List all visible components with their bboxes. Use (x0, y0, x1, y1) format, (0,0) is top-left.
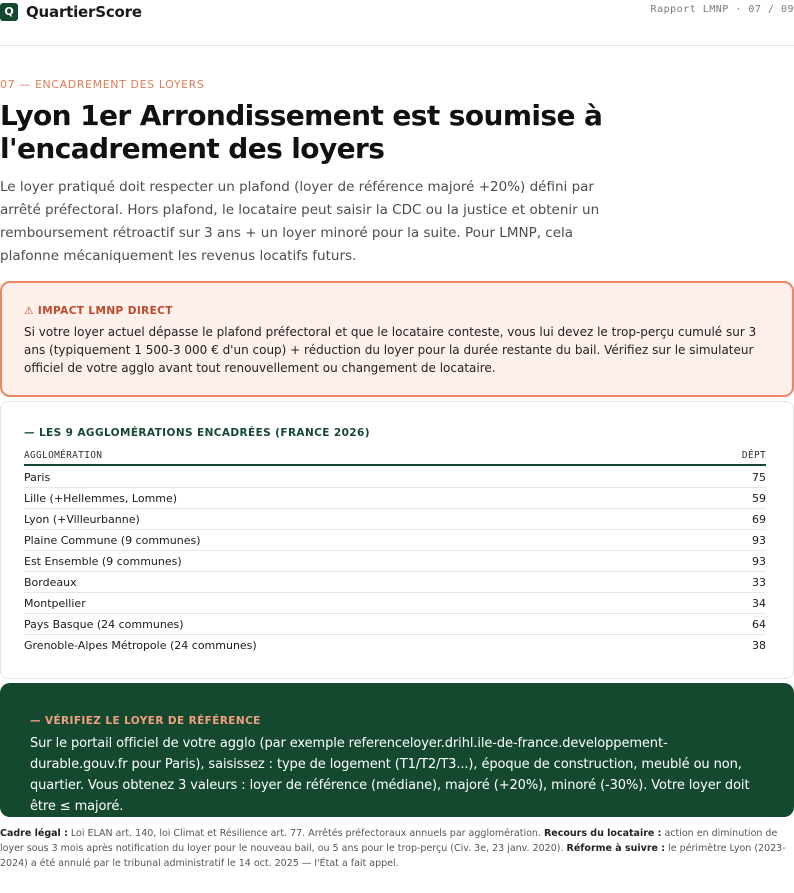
verify-body: Sur le portail officiel de votre agglo (par exemple referenceloyer.drihl.ile-de-france.developpement-durable.gouv.fr pour Paris), saisissez : type de logement (T1/T2/T3...), époque de construction, meublé ou non, quartier. Vous obtenez 3 valeurs : loyer de référence (médiane), majoré (+20%), minoré (-30%). Votre loyer doit être ≤ majoré. (30, 736, 750, 814)
agglomerations-table-card (0, 401, 794, 679)
recours-label: Recours du locataire : (543, 828, 662, 839)
alert-title-text: IMPACT LMNP DIRECT (37, 305, 173, 317)
section-label: 07 — ENCADREMENT DES LOYERS (0, 78, 205, 91)
verify-reference-box (0, 683, 794, 817)
row-dept: 34 (752, 597, 766, 610)
row-name: Montpellier (24, 597, 86, 610)
row-name: Plaine Commune (9 communes) (24, 534, 201, 547)
row-name: Grenoble-Alpes Métropole (24 communes) (24, 639, 257, 652)
row-dept: 93 (752, 555, 766, 568)
row-name: Pays Basque (24 communes) (24, 618, 184, 631)
row-dept: 75 (752, 471, 766, 484)
table-row (24, 488, 766, 509)
row-dept: 59 (752, 492, 766, 505)
alert-body: Si votre loyer actuel dépasse le plafond préfectoral et que le locataire conteste, vous lui devez le trop-perçu cumulé sur 3 ans (typiquement 1 500-3 000 € d'un coup) + réduction du loyer pour la durée restante du bail. Vérifiez sur le simulateur officiel de votre agglo avant tout renouvellement ou changement de locataire. (24, 325, 757, 375)
row-name: Bordeaux (24, 576, 77, 589)
table-row (24, 467, 766, 488)
column-header-dept: DÉPT (741, 450, 766, 461)
row-dept: 69 (752, 513, 766, 526)
reforme-text: le périmètre Lyon (2023- 2024) a été annulé par le tribunal administratif le 14 oct. 2025 — l'État a fait appel. (0, 843, 786, 869)
row-name: Lille (+Hellemmes, Lomme) (24, 492, 178, 505)
table-row (24, 530, 766, 551)
legal-footer (0, 826, 794, 871)
page-title: Lyon 1er Arrondissement est soumise à l'encadrement des loyers (0, 99, 603, 165)
warning-icon: ⚠ (24, 305, 34, 317)
column-header-agglomeration: AGGLOMÉRATION (24, 450, 103, 461)
alert-title (24, 305, 770, 317)
row-name: Lyon (+Villeurbanne) (24, 513, 140, 526)
intro-paragraph: Le loyer pratiqué doit respecter un plafond (loyer de référence majoré +20%) défini par arrêté préfectoral. Hors plafond, le locataire peut saisir la CDC ou la justice et obtenir un remboursement rétroactif sur 3 ans + un loyer minoré pour la suite. Pour LMNP, cela plafonne mécaniquement les revenus locatifs futurs. (0, 179, 600, 264)
row-dept: 38 (752, 639, 766, 652)
table-body (24, 467, 766, 656)
recours-text: action en diminution de loyer sous 3 mois après notification du loyer pour le nouveau bail, ou 5 ans pour le trop-perçu (Civ. 3e, 23 janv. 2020). (0, 828, 778, 854)
table-row (24, 572, 766, 593)
brand-name: QuartierScore (26, 3, 142, 21)
table-title: — LES 9 AGGLOMÉRATIONS ENCADRÉES (FRANCE 2026) (24, 427, 370, 439)
row-dept: 93 (752, 534, 766, 547)
table-header (24, 448, 766, 466)
row-name: Est Ensemble (9 communes) (24, 555, 182, 568)
table-row (24, 509, 766, 530)
reforme-label: Réforme à suivre : (566, 843, 666, 854)
row-name: Paris (24, 471, 51, 484)
legal-label: Cadre légal : (0, 828, 68, 839)
row-dept: 64 (752, 618, 766, 631)
table-row (24, 635, 766, 656)
page-header (0, 0, 794, 46)
table-row (24, 614, 766, 635)
row-dept: 33 (752, 576, 766, 589)
page-reference: Rapport LMNP · 07 / 09 (650, 4, 794, 15)
table-row (24, 593, 766, 614)
legal-text: Loi ELAN art. 140, loi Climat et Résilience art. 77. Arrêtés préfectoraux annuels par agglomération. (67, 828, 544, 839)
verify-title: — VÉRIFIEZ LE LOYER DE RÉFÉRENCE (30, 715, 261, 727)
logo-icon: Q (0, 3, 18, 21)
table-row (24, 551, 766, 572)
impact-alert (0, 281, 794, 397)
